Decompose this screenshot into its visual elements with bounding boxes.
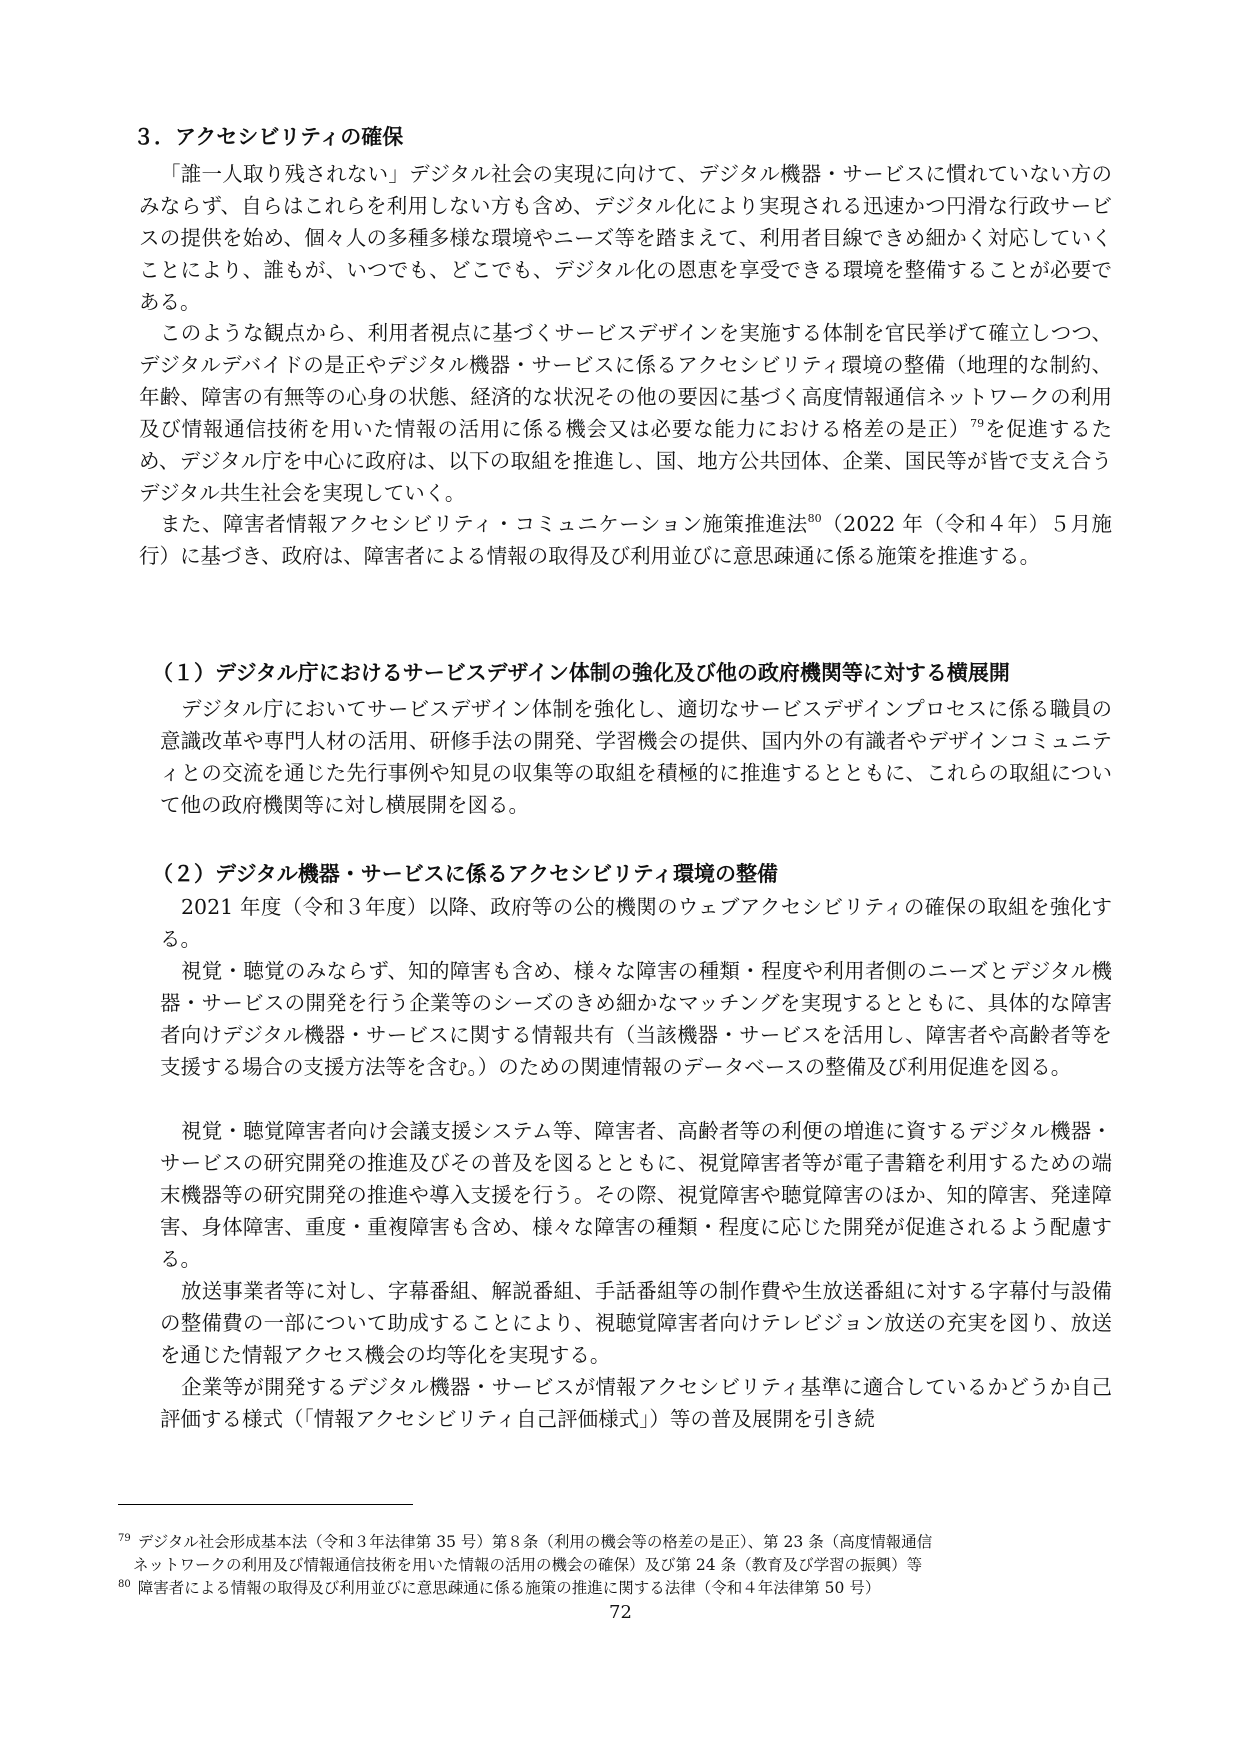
section-paragraph-3 bbox=[139, 509, 1112, 573]
section-heading: ３．アクセシビリティの確保 bbox=[133, 125, 404, 149]
footnote-text: 障害者による情報の取得及び利用並びに意思疎通に係る施策の推進に関する法律（令和４年法律第 50 号） bbox=[137, 1579, 881, 1597]
subsection-2-paragraph-2: 視覚・聴覚のみならず、知的障害も含め、様々な障害の種類・程度や利用者側のニーズとデジタル機器・サービスの開発を行う企業等のシーズのきめ細かなマッチングを実現するとともに、具体的な障害者向けデジタル機器・サービスに関する情報共有（当該機器・サービスを活用し、障害者や高齢者等を支援する場合の支援方法等を含む。）のための関連情報のデータベースの整備及び利用促進を図る。 bbox=[160, 959, 1112, 1079]
paragraph-text: （2022 年（令和４年）５月施行）に基づき、政府は、障害者による情報の取得及び利用並びに意思疎通に係る施策を推進する。 bbox=[139, 512, 1113, 568]
subsection-2-paragraph-3: 視覚・聴覚障害者向け会議支援システム等、障害者、高齢者等の利便の増進に資するデジタル機器・サービスの研究開発の推進及びその普及を図るとともに、視覚障害者等が電子書籍を利用するための端末機器等の研究開発の推進や導入支援を行う。その際、視覚障害や聴覚障害のほか、知的障害、発達障害、身体障害、重度・重複障害も含め、様々な障害の種類・程度に応じた開発が促進されるよう配慮する。 bbox=[160, 1119, 1112, 1271]
paragraph-text: また、障害者情報アクセシビリティ・コミュニケーション施策推進法 bbox=[160, 512, 808, 536]
paragraph-text: を促進するため、デジタル庁を中心に政府は、以下の取組を推進し、国、地方公共団体、企業、国民等が皆で支え合うデジタル共生社会を実現していく。 bbox=[139, 416, 1113, 505]
footnote-ref-80: 80 bbox=[807, 512, 822, 525]
subsection-2-paragraph-4: 放送事業者等に対し、字幕番組、解説番組、手話番組等の制作費や生放送番組に対する字幕付与設備の整備費の一部について助成することにより、視聴覚障害者向けテレビジョン放送の充実を図り、放送を通じた情報アクセス機会の均等化を実現する。 bbox=[160, 1279, 1112, 1367]
section-paragraph-2 bbox=[139, 318, 1112, 509]
subsection-heading-1: （１）デジタル庁におけるサービスデザイン体制の強化及び他の政府機関等に対する横展開 bbox=[152, 661, 1010, 685]
footnote-divider bbox=[118, 1504, 413, 1505]
subsection-1-paragraph-1: デジタル庁においてサービスデザイン体制を強化し、適切なサービスデザインプロセスに係る職員の意識改革や専門人材の活用、研修手法の開発、学習機会の提供、国内外の有識者やデザインコミュニティとの交流を通じた先行事例や知見の収集等の取組を積極的に推進するとともに、これらの取組について他の政府機関等に対し横展開を図る。 bbox=[160, 697, 1112, 817]
page-number: 72 bbox=[609, 1602, 632, 1623]
footnote-text: デジタル社会形成基本法（令和３年法律第 35 号）第８条（利用の機会等の格差の是正）、第 23 条（高度情報通信 bbox=[137, 1533, 933, 1551]
footnote-number: 79 bbox=[118, 1533, 131, 1544]
paragraph-text: このような観点から、利用者視点に基づくサービスデザインを実施する体制を官民挙げて確立しつつ、デジタルデバイドの是正やデジタル機器・サービスに係るアクセシビリティ環境の整備（地理的な制約、年齢、障害の有無等の心身の状態、経済的な状況その他の要因に基づく高度情報通信ネットワークの利用及び情報通信技術を用いた情報の活用に係る機会又は必要な能力における格差の是正） bbox=[139, 321, 1112, 441]
subsection-2-paragraph-1: 2021 年度（令和３年度）以降、政府等の公的機関のウェブアクセシビリティの確保の取組を強化する。 bbox=[160, 895, 1112, 951]
footnote-79 bbox=[118, 1532, 1118, 1553]
footnote-number: 80 bbox=[118, 1579, 131, 1590]
footnote-79-continued: ネットワークの利用及び情報通信技術を用いた情報の活用の機会の確保）及び第 24 条（教育及び学習の振興）等 bbox=[133, 1556, 923, 1574]
footnote-80 bbox=[118, 1578, 1118, 1599]
footnote-ref-79: 79 bbox=[970, 416, 985, 430]
subsection-2-paragraph-5: 企業等が開発するデジタル機器・サービスが情報アクセシビリティ基準に適合しているかどうか自己評価する様式（「情報アクセシビリティ自己評価様式」）等の普及展開を引き続 bbox=[160, 1375, 1112, 1431]
subsection-heading-2: （２）デジタル機器・サービスに係るアクセシビリティ環境の整備 bbox=[152, 862, 779, 886]
section-paragraph-1: 「誰一人取り残されない」デジタル社会の実現に向けて、デジタル機器・サービスに慣れていない方のみならず、自らはこれらを利用しない方も含め、デジタル化により実現される迅速かつ円滑な行政サービスの提供を始め、個々人の多種多様な環境やニーズ等を踏まえて、利用者目線できめ細かく対応していくことにより、誰もが、いつでも、どこでも、デジタル化の恩恵を享受できる環境を整備することが必要である。 bbox=[139, 162, 1112, 314]
